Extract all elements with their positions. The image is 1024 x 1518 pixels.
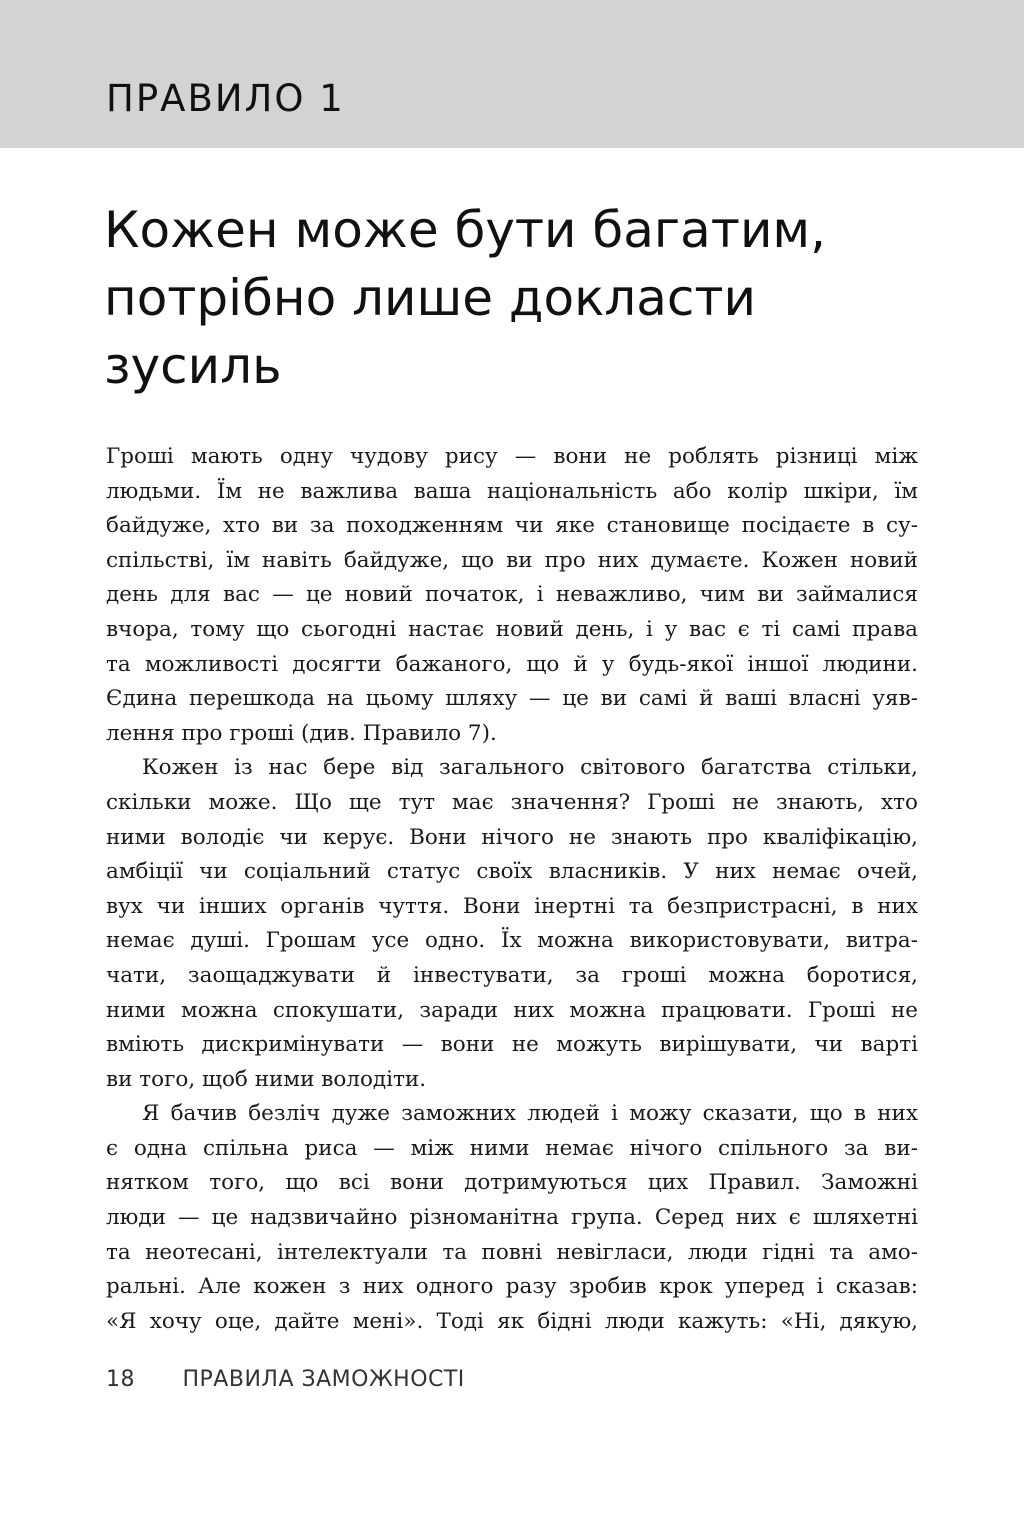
text-line: ними можна спокушати, заради них можна працювати. Гроші не: [106, 997, 918, 1023]
text-line: є одна спільна риса — між ними немає нічого спільного за ви-: [106, 1135, 918, 1161]
chapter-title-line: зусиль: [104, 337, 282, 395]
text-line: вух чи інших органів чуття. Вони інертні та безпристрасні, в них: [106, 893, 918, 919]
page-footer: [106, 1367, 465, 1392]
body-text: [106, 440, 918, 1339]
chapter-title-line: Кожен може бути багатим,: [104, 201, 827, 259]
text-line: скільки може. Що ще тут має значення? Гроші не знають, хто: [106, 789, 918, 815]
text-line: люди — це надзвичайно різноманітна група. Серед них є шляхетні: [106, 1205, 918, 1231]
chapter-header-band: [0, 0, 1024, 148]
text-line: та можливості досягти бажаного, що й у будь-якої іншої людини.: [106, 651, 918, 677]
text-line: день для вас — це новий початок, і неважливо, чим ви займалися: [106, 582, 918, 608]
page-number: 18: [106, 1367, 135, 1392]
text-line: амбіції чи соціальний статус своїх власників. У них немає очей,: [106, 859, 918, 885]
paragraph-3: [106, 1097, 918, 1339]
text-line: спільстві, їм навіть байдуже, що ви про них думаєте. Кожен новий: [106, 547, 918, 573]
text-line: ви того, щоб ними володіти.: [106, 1066, 427, 1092]
chapter-title-line: потрібно лише докласти: [104, 269, 756, 327]
text-line: людьми. Їм не важлива ваша національність або колір шкіри, їм: [106, 478, 918, 504]
running-book-title: ПРАВИЛА ЗАМОЖНОСТІ: [182, 1367, 465, 1392]
chapter-title: [104, 196, 924, 400]
text-line: байдуже, хто ви за походженням чи яке становище посідаєте в су-: [106, 513, 918, 539]
text-line: вчора, тому що сьогодні настає новий день, і у вас є ті самі права: [106, 616, 918, 642]
text-line: Єдина перешкода на цьому шляху — це ви самі й ваші власні уяв-: [106, 686, 918, 712]
text-line: «Я хочу оце, дайте мені». Тоді як бідні люди кажуть: «Ні, дякую,: [106, 1308, 918, 1334]
text-line: немає душі. Грошам усе одно. Їх можна використовувати, витра-: [106, 928, 918, 954]
text-line: ними володіє чи керує. Вони нічого не знають про кваліфікацію,: [106, 824, 918, 850]
text-line: нятком того, що всі вони дотримуються цих Правил. Заможні: [106, 1170, 918, 1196]
text-line: лення про гроші (див. Правило 7).: [106, 720, 497, 746]
rule-label: ПРАВИЛО 1: [106, 77, 345, 120]
text-line: вміють дискримінувати — вони не можуть вирішувати, чи варті: [106, 1032, 918, 1058]
text-line: ральні. Але кожен з них одного разу зробив крок уперед і сказав:: [106, 1274, 918, 1300]
text-line: чати, заощаджувати й інвестувати, за гроші можна боротися,: [106, 962, 918, 988]
text-line: та неотесані, інтелектуали та повні невігласи, люди гідні та амо-: [106, 1239, 918, 1265]
text-line: Гроші мають одну чудову рису — вони не роблять різниці між: [106, 444, 918, 469]
paragraph-1: [106, 440, 918, 751]
text-line: Я бачив безліч дуже заможних людей і можу сказати, що в них: [142, 1101, 918, 1127]
paragraph-2: [106, 751, 918, 1097]
text-line: Кожен із нас бере від загального світового багатства стільки,: [142, 755, 918, 781]
